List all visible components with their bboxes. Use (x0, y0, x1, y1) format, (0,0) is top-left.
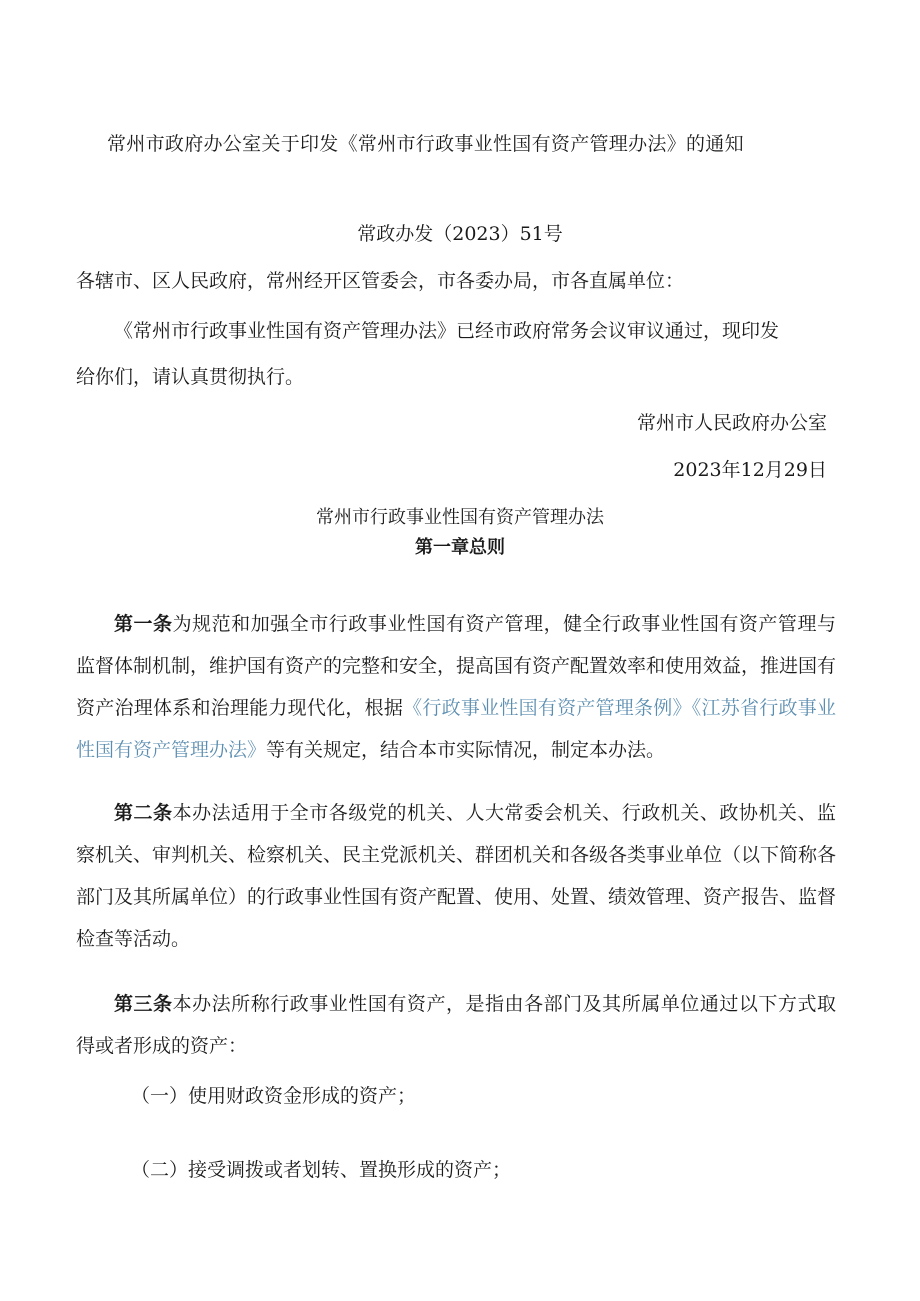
article-1-text: 为规范和加强全市行政事业性国有资产管理，健全行政事业性国有资产管理与监督体制机制，维护国有资产的完整和安全，提高国有资产配置效率和使用效益，推进国有资产治理体系和治理能力现代化，根据 (76, 613, 837, 719)
list-item: （二）接受调拨或者划转、置换形成的资产； (131, 1159, 512, 1181)
article-3-label: 第三条 (114, 993, 173, 1015)
notice-title: 常州市政府办公室关于印发《常州市行政事业性国有资产管理办法》的通知 (107, 133, 744, 155)
measures-title: 常州市行政事业性国有资产管理办法 (316, 507, 604, 528)
notice-body-line-1: 《常州市行政事业性国有资产管理办法》已经市政府常务会议审议通过，现印发 (114, 320, 780, 342)
article-2-label: 第二条 (114, 802, 173, 824)
article-1-label: 第一条 (114, 613, 173, 635)
document-number: 常政办发（2023）51号 (357, 223, 563, 245)
regulation-link[interactable]: 《行政事业性国有资产管理条例》 (403, 697, 692, 719)
article-3-text: 本办法所称行政事业性国有资产，是指由各部门及其所属单位通过以下方式取得或者形成的资产： (76, 993, 836, 1057)
issuer-signature: 常州市人民政府办公室 (636, 412, 827, 434)
addressees: 各辖市、区人民政府，常州经开区管委会，市各委办局，市各直属单位： (76, 270, 685, 292)
article-2 (76, 792, 836, 960)
issue-date: 2023年12月29日 (673, 459, 827, 481)
notice-body-line-2: 给你们，请认真贯彻执行。 (76, 366, 305, 388)
list-item: （一）使用财政资金形成的资产； (131, 1085, 417, 1107)
chapter-title: 第一章总则 (415, 537, 505, 558)
provincial-measures-link[interactable]: 《江苏省行政事业性国有资产管理办法》 (76, 697, 836, 761)
article-2-text: 本办法适用于全市各级党的机关、人大常委会机关、行政机关、政协机关、监察机关、审判机关、检察机关、民主党派机关、群团机关和各级各类事业单位（以下简称各部门及其所属单位）的行政事业性国有资产配置、使用、处置、绩效管理、资产报告、监督检查等活动。 (76, 802, 837, 950)
article-3 (76, 983, 836, 1067)
article-1 (76, 603, 836, 771)
article-1-text-end: 等有关规定，结合本市实际情况，制定本办法。 (266, 739, 666, 761)
